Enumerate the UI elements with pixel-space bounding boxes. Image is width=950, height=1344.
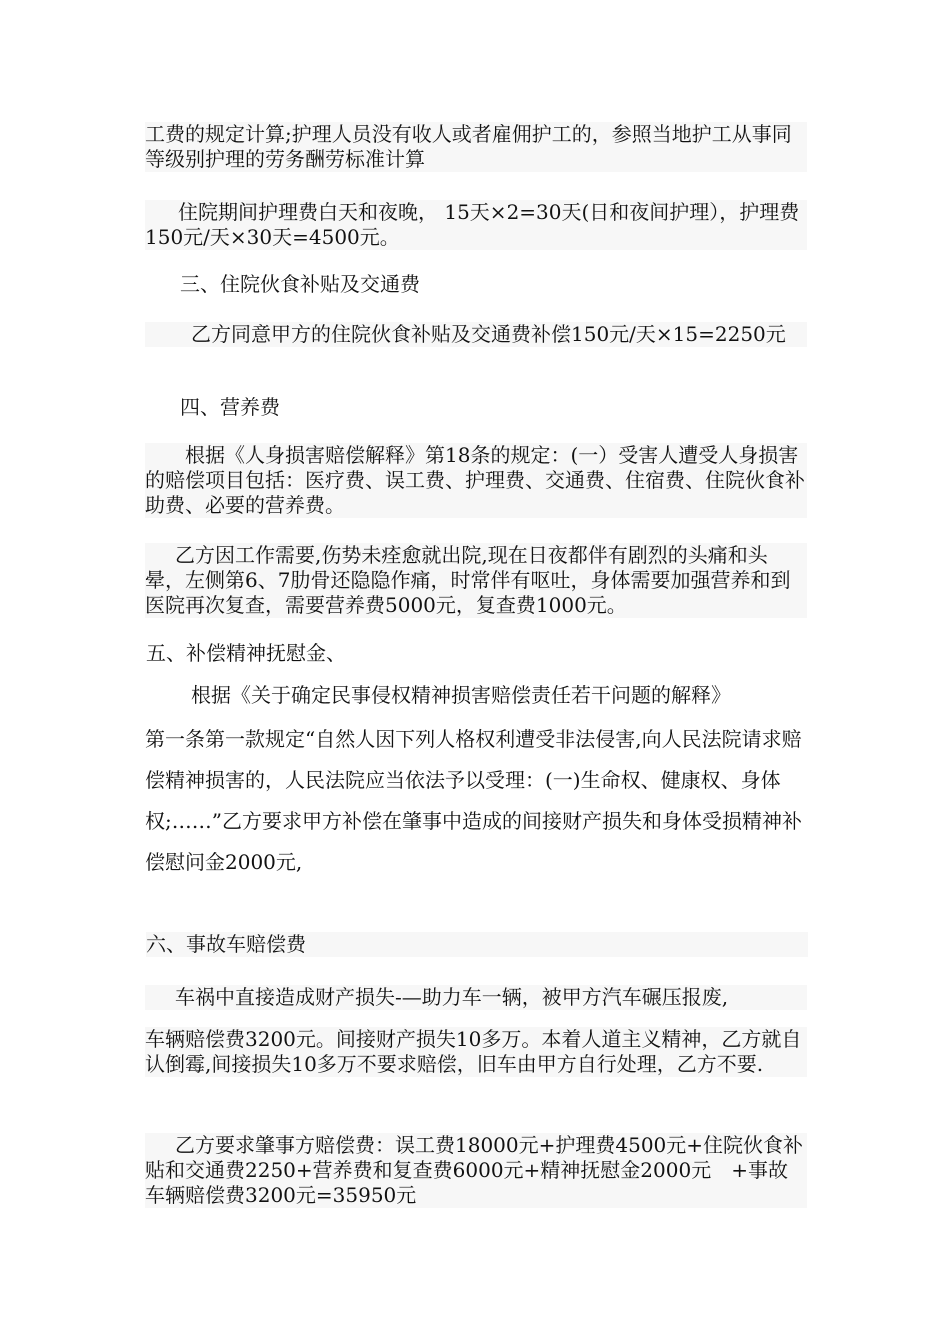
paragraph-meal-transport: 乙方同意甲方的住院伙食补贴及交通费补偿150元/天×15=2250元 [145,322,807,347]
paragraph-nutrition-rule: 根据《人身损害赔偿解释》第18条的规定：(一）受害人遭受人身损害的赔偿项目包括：医疗费、误工费、护理费、交通费、住宿费、住院伙食补助费、必要的营养费。 [145,443,805,517]
heading-mental-comfort: 五、补偿精神抚慰金、 [146,641,346,665]
heading-vehicle-compensation: 六、事故车赔偿费 [146,932,808,957]
heading-nutrition: 四、营养费 [180,395,280,419]
heading-meal-transport: 三、住院伙食补贴及交通费 [180,272,420,296]
paragraph-care-fee-rule: 工费的规定计算;护理人员没有收人或者雇佣护工的，参照当地护工从事同等级别护理的劳务酬劳标准计算 [145,122,807,172]
paragraph-vehicle-compensation: 车辆赔偿费3200元。间接财产损失10多万。本着人道主义精神，乙方就自认倒霉,间接损失10多万不要求赔偿，旧车由甲方自行处理，乙方不要. [145,1027,807,1077]
paragraph-mental-rule-title: 根据《关于确定民事侵权精神损害赔偿责任若干问题的解释》 [191,683,731,707]
paragraph-vehicle-loss: 车祸中直接造成财产损失-—助力车一辆，被甲方汽车碾压报废, [145,985,807,1010]
paragraph-care-fee-calc: 住院期间护理费白天和夜晚， 15天×2=30天(日和夜间护理），护理费 150元/天×30天=4500元。 [145,200,807,250]
paragraph-mental-rule-body: 第一条第一款规定“自然人因下列人格权利遭受非法侵害,向人民法院请求赔偿精神损害的，人民法院应当依法予以受理：(一)生命权、健康权、身体权;……”乙方要求甲方补偿在肇事中造成的间接财产损失和身体受损精神补偿慰问金2000元, [145,727,802,874]
paragraph-total-claim: 乙方要求肇事方赔偿费：误工费18000元+护理费4500元+住院伙食补贴和交通费2250+营养费和复查费6000元+精神抚慰金2000元 +事故车辆赔偿费3200元=35950元 [145,1133,807,1208]
paragraph-nutrition-claim: 乙方因工作需要,伤势未痊愈就出院,现在日夜都伴有剧烈的头痛和头晕，左侧第6、7肋骨还隐隐作痛，时常伴有呕吐，身体需要加强营养和到医院再次复查，需要营养费5000元，复查费1000元。 [145,543,807,618]
